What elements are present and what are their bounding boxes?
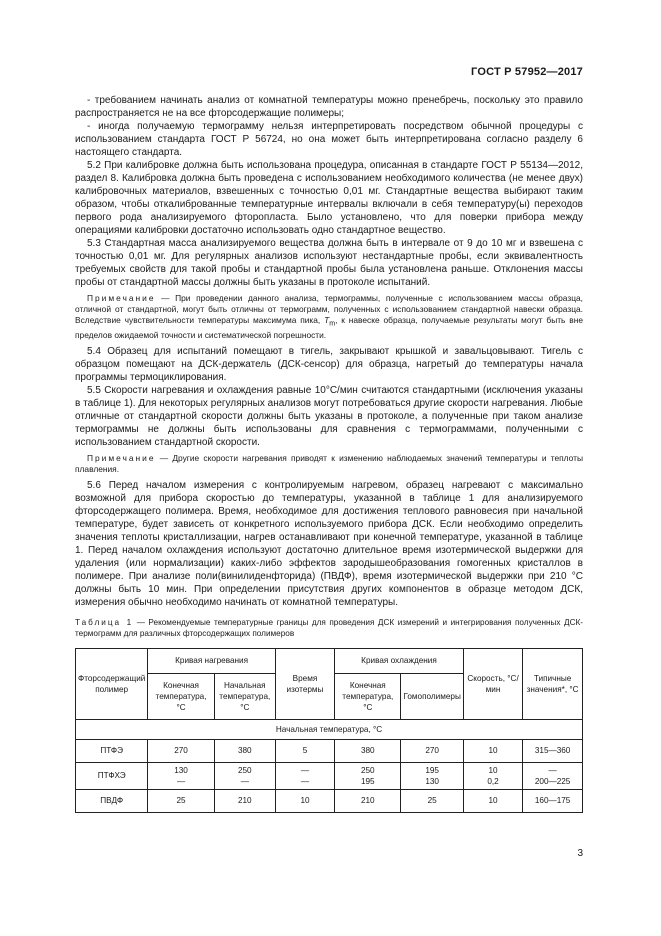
paragraph-5-2: 5.2 При калибровке должна быть использована процедура, описанная в стандарте ГОСТ Р 55134—2012, раздел 8. Калибровка должна быть проведена с использованием необходимого количества (не менее двух) калибровочных материалов, взвешенных с точностью 0,01 мг. Стандартные вещества выбирают таким образом, чтобы откалиброванные температурные интервалы включали в себя температуру(ы) переходов первого рода анализируемого фторопласта. Было установлено, что для поверки прибора между операциями калибровки достаточно использовать одно стандартное вещество. (75, 160, 583, 236)
note-text: — Другие скорости нагревания приводят к изменению наблюдаемых значений температуры и теплоты плавления. (75, 452, 583, 474)
table-cell: 160—175 (523, 789, 583, 812)
table-cell: 10 (275, 789, 334, 812)
table-cell: 10 0,2 (463, 762, 522, 789)
table-section-row: Начальная температура, °С (76, 719, 583, 739)
document-body (75, 94, 583, 813)
table-cell: 25 (401, 789, 463, 812)
note-label: Примечание (87, 293, 156, 303)
table-row (76, 739, 583, 762)
table-cell: ПТФЭ (76, 739, 148, 762)
table-cell: 250 195 (335, 762, 401, 789)
table-row (76, 762, 583, 789)
symbol-sub: m (329, 320, 336, 328)
table-cell: 270 (148, 739, 214, 762)
header-polymer: Фторсодержащий полимер (76, 648, 148, 719)
paragraph-5-6: 5.6 Перед началом измерения с контролируемым нагревом, образец нагревают с максимально возможной для прибора скоростью до температуры, указанной в таблице 1 для анализируемого фторсодержащего полимера. Время, необходимое для достижения теплового равновесия при начальной температуре, будет зависеть от конкретного используемого прибора ДСК. Если необходимо определить значения теплоты кристаллизации, нагрев останавливают при конечной температуре, указанной в таблице 1. Перед началом охлаждения используют достаточно длительное время изотермической выдержки для удаления (или нормализации) каких-либо эффектов зародышеобразования гомогенных кристаллов в полимере. При анализе поли(винилиденфторида) (ПВДФ), время изотермической выдержки при 210 °С должны быть 10 мин. При определении присутствия других компонентов в образце методом ДСК, измерения обычно необходимо начинать от комнатной температуры. (75, 479, 583, 608)
header-rate: Скорость, °С/мин (463, 648, 522, 719)
table-cell: 210 (335, 789, 401, 812)
note-1 (75, 293, 583, 341)
table-cell: ПВДФ (76, 789, 148, 812)
table-caption (75, 617, 583, 639)
header-heating-curve: Кривая нагревания (148, 648, 276, 673)
table-cell: 380 (335, 739, 401, 762)
table-cell: ПТФХЭ (76, 762, 148, 789)
paragraph: - иногда получаемую термограмму нельзя интерпретировать посредством обычной процедуры с использованием стандарта ГОСТ Р 56724, но она может быть интерпретирована согласно разделу 6 настоящего стандарта. (75, 121, 583, 158)
table-caption-text: — Рекомендуемые температурные границы для проведения ДСК измерений и интегрирования полученных ДСК-термограмм для различных фторсодержащих полимеров (75, 617, 583, 638)
table-cell: 130 — (148, 762, 214, 789)
table-cell: 315—360 (523, 739, 583, 762)
header-cooling-curve: Кривая охлаждения (335, 648, 464, 673)
header-isotherm-time: Время изотермы (275, 648, 334, 719)
header-heat-end: Конечная температура, °С (148, 673, 214, 719)
paragraph-5-5: 5.5 Скорости нагревания и охлаждения равные 10°С/мин считаются стандартными (исключения указаны в таблице 1). Для некоторых регулярных анализов могут потребоваться другие скорости нагревания. Любые отличные от стандартной скорости должны быть указаны в протоколе, а полученные при таком анализе термограммы не должны быть использованы для сравнения с термограммами, полученными с использованием стандартной скорости. (75, 384, 583, 448)
table-caption-label: Таблица 1 (75, 617, 134, 627)
table-cell: 250 — (214, 762, 275, 789)
document-header: ГОСТ Р 57952—2017 (471, 66, 583, 78)
table-cell: 5 (275, 739, 334, 762)
table-cell: — — (275, 762, 334, 789)
header-cool-end: Конечная температура, °С (335, 673, 401, 719)
table-cell: 10 (463, 789, 522, 812)
paragraph-5-4: 5.4 Образец для испытаний помещают в тигель, закрывают крышкой и завальцовывают. Тигель с образцом помещают на ДСК-держатель (ДСК-сенсор) для образца, нагретый до температуры начала программы термоциклирования. (75, 345, 583, 383)
header-heat-start: Начальная температура, °С (214, 673, 275, 719)
page-number: 3 (577, 848, 583, 859)
note-label: Примечание (87, 452, 156, 463)
note-text: , к навеске образца, получаемые результаты могут быть вне пределов ожидаемой точности и систематической погрешности. (75, 315, 583, 340)
paragraph: - требованием начинать анализ от комнатной температуры можно пренебречь, поскольку это правило распространяется не на все фторсодержащие полимеры; (75, 95, 583, 119)
table-cell: 195 130 (401, 762, 463, 789)
symbol-t: T (324, 315, 330, 325)
table-cell: — 200—225 (523, 762, 583, 789)
table-cell: 210 (214, 789, 275, 812)
header-homopolymers: Гомополимеры (401, 673, 463, 719)
paragraph-5-3: 5.3 Стандартная масса анализируемого вещества должна быть в интервале от 9 до 10 мг и взвешена с точностью 0,01 мг. Для регулярных анализов используют нестандартные пробы, если эквивалентность требуемых свойств для такой пробы и стандартной пробы была установлена раньше. Отклонения массы пробы от стандартной массы должны быть указаны в протоколе испытаний. (75, 238, 583, 288)
temperature-table (75, 648, 583, 813)
header-typical: Типичные значения*, °С (523, 648, 583, 719)
table-cell: 25 (148, 789, 214, 812)
table-cell: 380 (214, 739, 275, 762)
table-cell: 10 (463, 739, 522, 762)
table-row (76, 789, 583, 812)
note-2 (75, 453, 583, 475)
table-cell: 270 (401, 739, 463, 762)
note-text: — При проведении данного анализа, термограммы, полученные с использованием массы образца, отличной от стандартной, могут быть отличны от термограмм, полученных с использованием стандартной навески образца. Вследствие чувствительности температуры максимума пика, (75, 293, 583, 325)
